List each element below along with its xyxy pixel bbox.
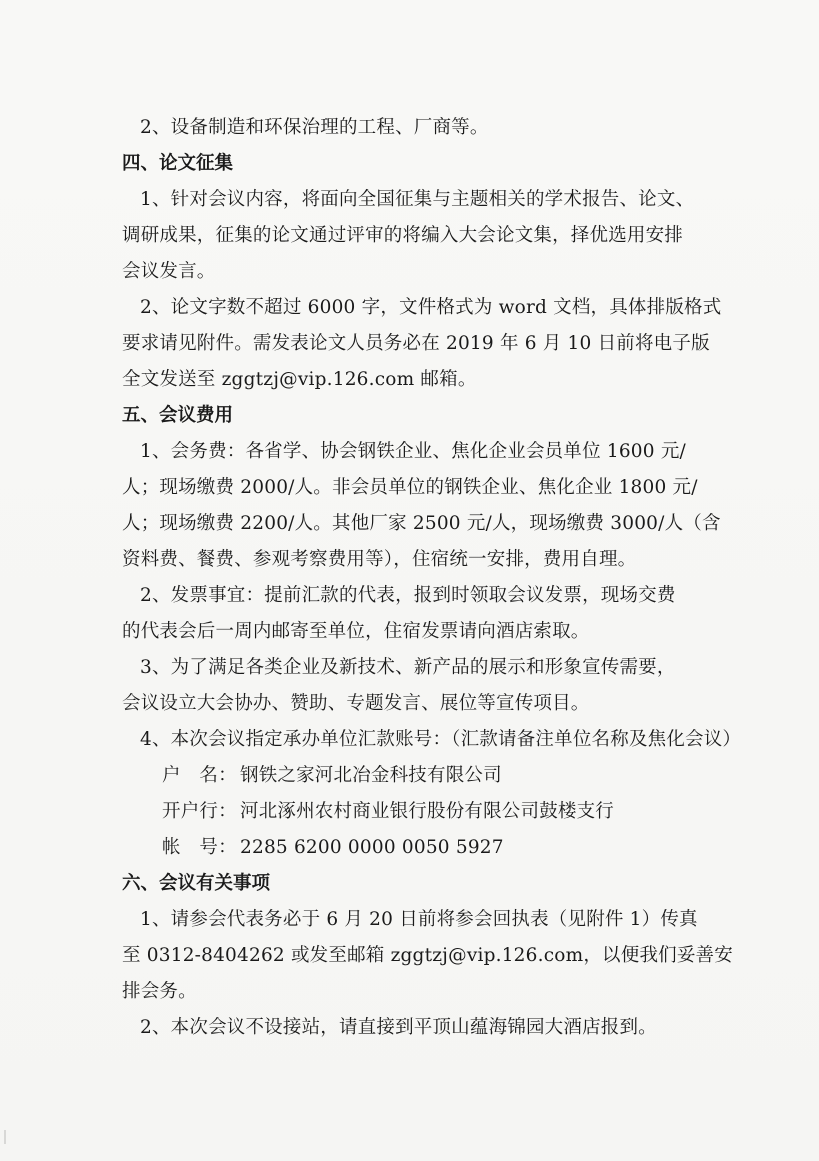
paragraph-line: 人；现场缴费 2200/人。其他厂家 2500 元/人，现场缴费 3000/人（含 [122,513,721,534]
scan-margin-mark [4,1130,6,1144]
account-bank-row [122,794,697,830]
paragraph-line: 全文发送至 zggtzj@vip.126.com 邮箱。 [122,369,477,390]
account-number-value: 2285 6200 0000 0050 5927 [240,837,504,858]
paragraph-line: 人；现场缴费 2000/人。非会员单位的钢铁企业、焦化企业 1800 元/ [122,477,698,498]
account-holder-row [122,758,697,794]
account-number-row [122,830,697,866]
account-holder-label: 户 名： [162,765,237,786]
account-number-label: 帐 号： [162,837,237,858]
account-bank-label: 开户行： [162,801,237,822]
document-body [122,110,742,1046]
section-heading-papers: 四、论文征集 [122,153,234,174]
paragraph-line: 1、请参会代表务必于 6 月 20 日前将参会回执表（见附件 1）传真 [140,909,698,930]
paragraph-line: 2、本次会议不设接站，请直接到平顶山蕴海锦园大酒店报到。 [140,1017,657,1038]
paragraph-line: 1、会务费：各省学、协会钢铁企业、焦化企业会员单位 1600 元/ [140,441,686,462]
account-bank-value: 河北涿州农村商业银行股份有限公司鼓楼支行 [240,801,615,822]
paragraph-line: 1、针对会议内容，将面向全国征集与主题相关的学术报告、论文、 [140,189,695,210]
paragraph-line: 调研成果，征集的论文通过评审的将编入大会论文集，择优选用安排 [122,225,684,246]
paragraph-line: 2、设备制造和环保治理的工程、厂商等。 [140,117,489,138]
paragraph-line: 2、发票事宜：提前汇款的代表，报到时领取会议发票，现场交费 [140,585,676,606]
paragraph-line: 排会务。 [122,981,197,1002]
paragraph-line: 会议发言。 [122,261,216,282]
paragraph-line: 会议设立大会协办、赞助、专题发言、展位等宣传项目。 [122,693,590,714]
account-holder-value: 钢铁之家河北冶金科技有限公司 [240,765,502,786]
paragraph-line: 4、本次会议指定承办单位汇款账号：（汇款请备注单位名称及焦化会议） [140,729,742,750]
paragraph-line: 2、论文字数不超过 6000 字，文件格式为 word 文档，具体排版格式 [140,297,722,318]
paragraph-line: 资料费、餐费、参观考察费用等），住宿统一安排，费用自理。 [122,549,637,570]
paragraph-line: 要求请见附件。需发表论文人员务必在 2019 年 6 月 10 日前将电子版 [122,333,710,354]
paragraph-line: 至 0312-8404262 或发至邮箱 zggtzj@vip.126.com，以便我们妥善安 [122,945,733,966]
section-heading-notes: 六、会议有关事项 [122,873,271,894]
paragraph-line: 3、为了满足各类企业及新技术、新产品的展示和形象宣传需要， [140,657,676,678]
paragraph-line: 的代表会后一周内邮寄至单位，住宿发票请向酒店索取。 [122,621,590,642]
section-heading-fees: 五、会议费用 [122,405,234,426]
